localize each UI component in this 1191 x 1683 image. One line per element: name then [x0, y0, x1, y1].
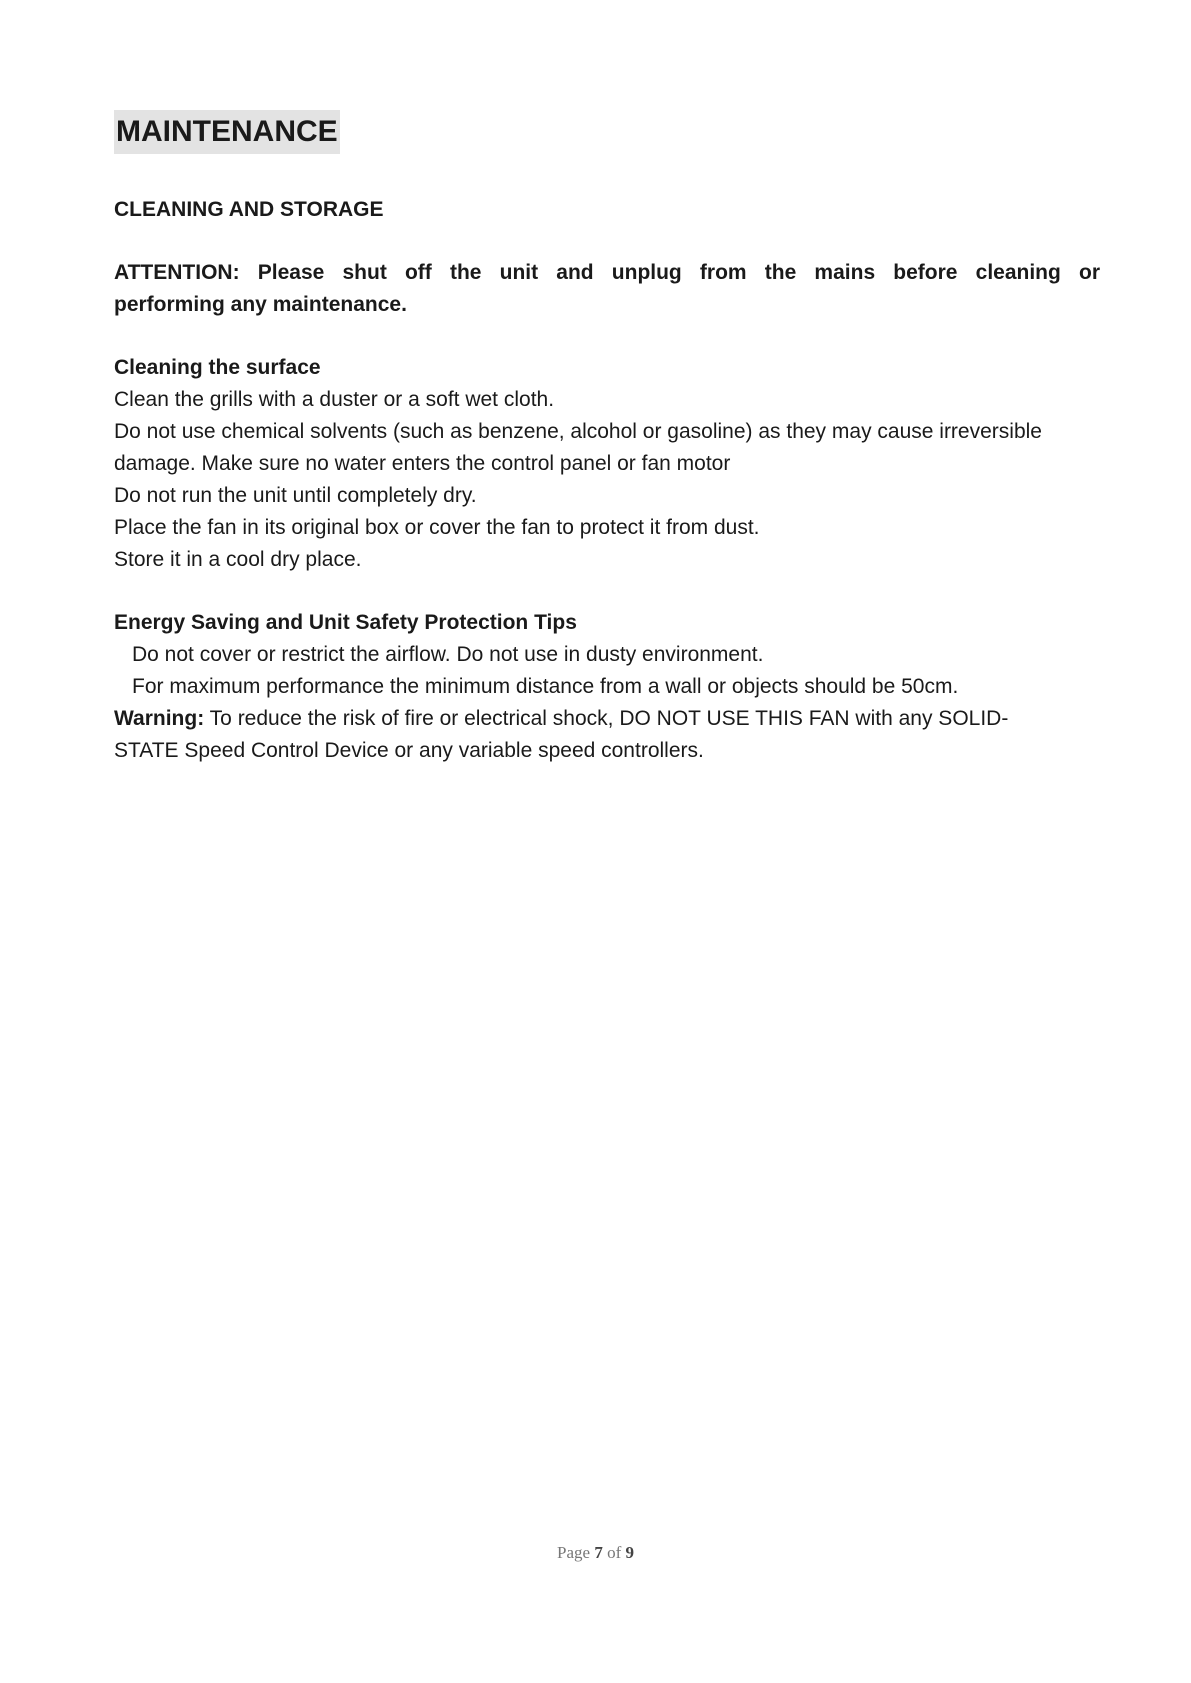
page-content — [114, 110, 1124, 767]
tip-item: For maximum performance the minimum distance from a wall or objects should be 50cm. — [132, 675, 959, 698]
current-page: 7 — [594, 1543, 603, 1562]
energy-tips-list — [114, 639, 1124, 767]
tip-item: Do not cover or restrict the airflow. Do not use in dusty environment. — [132, 643, 764, 666]
of-word: of — [607, 1543, 622, 1562]
attention-notice — [114, 257, 1124, 321]
cleaning-line: Do not run the unit until completely dry. — [114, 484, 477, 507]
attention-line-1: ATTENTION: Please shut off the unit and unplug from the mains before cleaning or — [114, 261, 1100, 284]
cleaning-line: Place the fan in its original box or cover the fan to protect it from dust. — [114, 516, 760, 539]
total-pages: 9 — [625, 1543, 634, 1562]
warning-line-2: STATE Speed Control Device or any variable speed controllers. — [114, 739, 704, 762]
cleaning-line: Clean the grills with a duster or a soft wet cloth. — [114, 388, 555, 411]
cleaning-surface-title: Cleaning the surface — [114, 356, 321, 379]
warning-label: Warning: — [114, 707, 205, 730]
attention-line-2: performing any maintenance. — [114, 293, 407, 316]
cleaning-line: damage. Make sure no water enters the control panel or fan motor — [114, 452, 731, 475]
warning-text: To reduce the risk of fire or electrical shock, DO NOT USE THIS FAN with any SOLID- — [204, 707, 1009, 730]
warning-line-1 — [114, 703, 1124, 735]
page-number — [0, 1543, 1191, 1563]
cleaning-surface-list — [114, 384, 1124, 576]
page-word: Page — [557, 1543, 591, 1562]
section-title: CLEANING AND STORAGE — [114, 198, 384, 221]
cleaning-line: Do not use chemical solvents (such as benzene, alcohol or gasoline) as they may cause irreversible — [114, 420, 1042, 443]
page-title: MAINTENANCE — [114, 110, 340, 154]
energy-tips-title: Energy Saving and Unit Safety Protection Tips — [114, 611, 577, 634]
cleaning-line: Store it in a cool dry place. — [114, 548, 362, 571]
